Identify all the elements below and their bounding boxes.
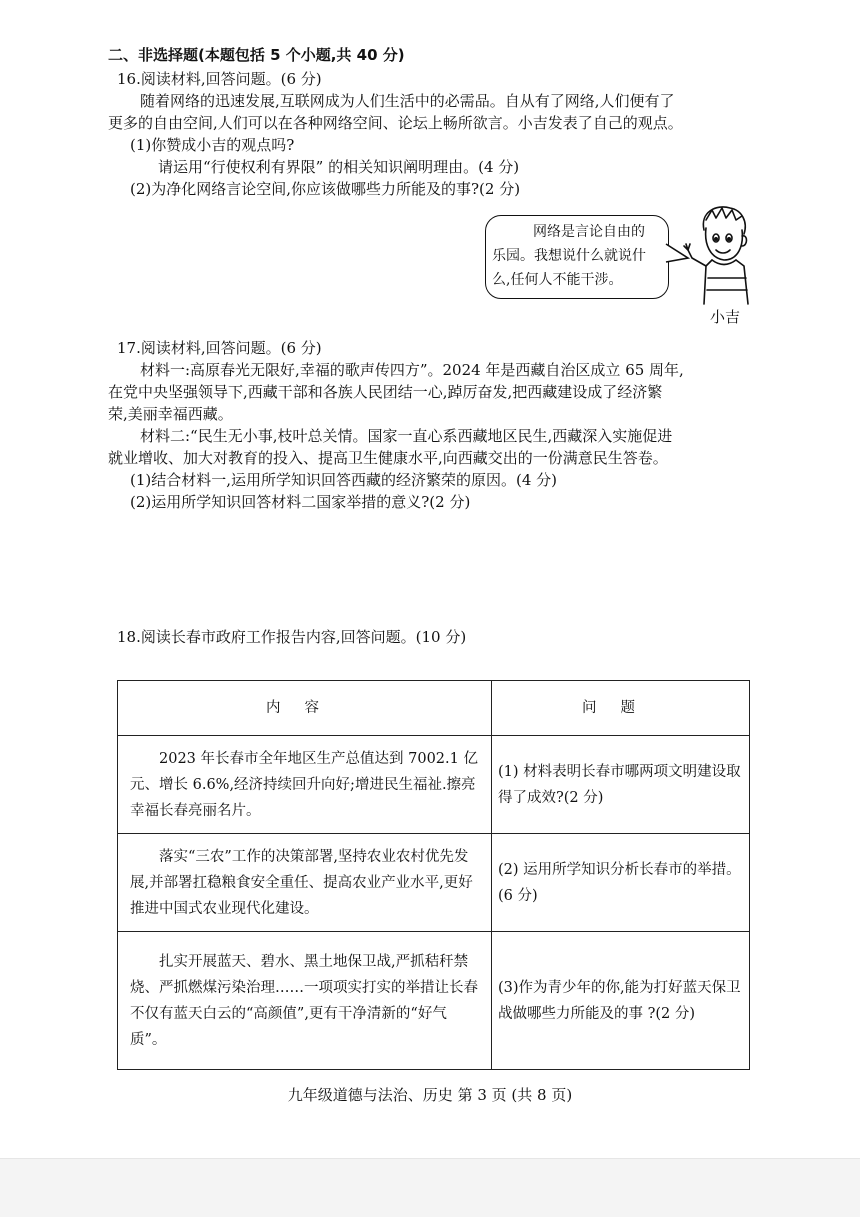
table-cell-content: 扎实开展蓝天、碧水、黑土地保卫战,严抓秸秆禁烧、严抓燃煤污染治理……一项项实打实的举措让长春不仅有蓝天白云的“高颜值”,更有干净清新的“好气质”。 — [118, 932, 492, 1070]
page-bottom-margin — [0, 1158, 860, 1217]
q16-heading: 16.阅读材料,回答问题。(6 分) — [117, 70, 322, 88]
figure-caption: 小吉 — [710, 308, 741, 326]
q17-material1-line: 荣,美丽幸福西藏。 — [108, 405, 233, 423]
q17-sub2: (2)运用所学知识回答材料二国家举措的意义?(2 分) — [130, 493, 471, 511]
q18-heading: 18.阅读长春市政府工作报告内容,回答问题。(10 分) — [117, 628, 467, 646]
table-header: 内容 — [118, 681, 492, 736]
table-row — [118, 834, 750, 932]
table-cell-content: 2023 年长春市全年地区生产总值达到 7002.1 亿元、增长 6.6%,经济持续回升向好;增进民生福祉.擦亮幸福长春亮丽名片。 — [118, 736, 492, 834]
bubble-text-line: 乐园。我想说什么就说什 — [492, 248, 646, 264]
table-cell-question: (3)作为青少年的你,能为打好蓝天保卫战做哪些力所能及的事 ?(2 分) — [492, 932, 750, 1070]
bubble-text-line: 么,任何人不能干涉。 — [492, 272, 623, 288]
speech-bubble — [485, 215, 669, 299]
q17-material2-line: 材料二:“民生无小事,枝叶总关情。国家一直心系西藏地区民生,西藏深入实施促进 — [140, 427, 673, 445]
q16-sub1: (1)你赞成小吉的观点吗? — [130, 136, 295, 154]
q16-sub1-continued: 请运用“行使权利有界限” 的相关知识阐明理由。(4 分) — [158, 158, 520, 176]
table-header: 问题 — [492, 681, 750, 736]
table-cell-question: (1) 材料表明长春市哪两项文明建设取得了成效?(2 分) — [492, 736, 750, 834]
table-row — [118, 932, 750, 1070]
report-table — [117, 680, 750, 1070]
table-cell-question: (2) 运用所学知识分析长春市的举措。(6 分) — [492, 834, 750, 932]
q16-material-line: 更多的自由空间,人们可以在各种网络空间、论坛上畅所欲言。小吉发表了自己的观点。 — [108, 114, 683, 132]
q17-sub1: (1)结合材料一,运用所学知识回答西藏的经济繁荣的原因。(4 分) — [130, 471, 558, 489]
table-header-row — [118, 681, 750, 736]
q17-material1-line: 在党中央坚强领导下,西藏干部和各族人民团结一心,踔厉奋发,把西藏建设成了经济繁 — [108, 383, 663, 401]
table-row — [118, 736, 750, 834]
q17-material1-line: 材料一:高原春光无限好,幸福的歌声传四方”。2024 年是西藏自治区成立 65 周年, — [140, 361, 684, 379]
q17-heading: 17.阅读材料,回答问题。(6 分) — [117, 339, 322, 357]
page-footer: 九年级道德与法治、历史 第 3 页 (共 8 页) — [287, 1086, 573, 1104]
section-title: 二、非选择题(本题包括 5 个小题,共 40 分) — [108, 46, 405, 64]
q16-sub2: (2)为净化网络言论空间,你应该做哪些力所能及的事?(2 分) — [130, 180, 521, 198]
q16-material-line: 随着网络的迅速发展,互联网成为人们生活中的必需品。自从有了网络,人们便有了 — [140, 92, 675, 110]
boy-cartoon-icon — [682, 200, 762, 308]
table-cell-content: 落实“三农”工作的决策部署,坚持农业农村优先发展,并部署扛稳粮食安全重任、提高农业产业水平,更好推进中国式农业现代化建设。 — [118, 834, 492, 932]
q17-material2-line: 就业增收、加大对教育的投入、提高卫生健康水平,向西藏交出的一份满意民生答卷。 — [108, 449, 668, 467]
bubble-text-line: 网络是言论自由的 — [533, 224, 645, 240]
